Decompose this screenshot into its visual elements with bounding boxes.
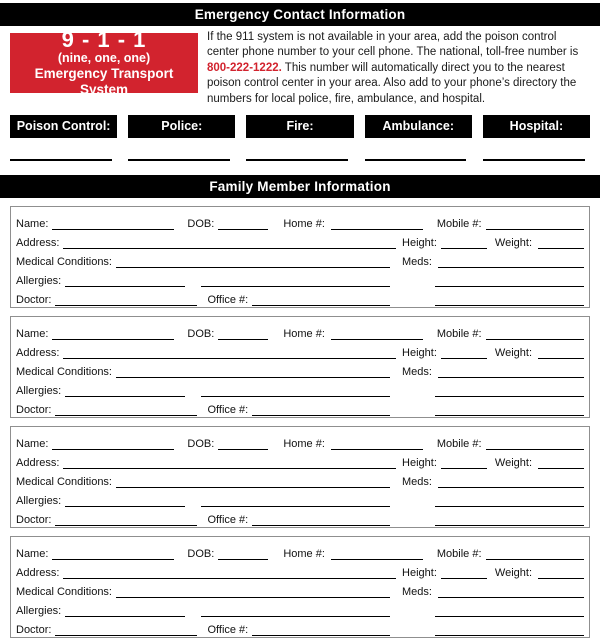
doctor-label: Doctor: [16, 294, 52, 307]
family-member-header: Family Member Information [0, 175, 600, 198]
mobile-phone-label: Mobile #: [436, 438, 482, 451]
meds-input-line[interactable] [438, 368, 584, 378]
allergies-label: Allergies: [16, 275, 62, 288]
office-phone-input-line[interactable] [252, 406, 390, 416]
medical-conditions-input-line[interactable] [116, 258, 390, 268]
allergies-input-line[interactable] [65, 277, 185, 287]
office-phone-label: Office #: [207, 514, 249, 527]
emergency-contacts-row [10, 115, 590, 138]
allergies-label: Allergies: [16, 385, 62, 398]
allergies-continuation-line[interactable] [201, 607, 390, 617]
doctor-label: Doctor: [16, 404, 52, 417]
instructions-text-before: If the 911 system is not available in your area, add the poison control center phone number to your cell phone. The national, toll-free number is [207, 31, 579, 59]
weight-label: Weight: [494, 457, 532, 470]
height-input-line[interactable] [441, 349, 487, 359]
instructions-text-after: This number will automatically direct you to the nearest poison control center in your area. Also add to your phone’s directory the numbers for local police, fire, ambulance, and hospital. [207, 61, 577, 105]
doctor-input-line[interactable] [55, 626, 197, 636]
address-input-line[interactable] [63, 459, 396, 469]
poison-control-phone-number: 800-222-1222. [207, 61, 282, 74]
meds-label: Meds: [402, 256, 432, 269]
weight-input-line[interactable] [538, 569, 584, 579]
mobile-phone-input-line[interactable] [486, 330, 584, 340]
mobile-phone-input-line[interactable] [486, 550, 584, 560]
medical-conditions-label: Medical Conditions: [16, 586, 112, 599]
allergies-continuation-line[interactable] [201, 497, 390, 507]
family-member-box [10, 206, 590, 308]
family-member-box [10, 316, 590, 418]
office-phone-label: Office #: [207, 294, 249, 307]
fire-number-line[interactable] [246, 159, 348, 161]
medical-conditions-input-line[interactable] [116, 588, 390, 598]
meds-input-line[interactable] [438, 478, 584, 488]
meds-label: Meds: [402, 476, 432, 489]
address-input-line[interactable] [63, 239, 396, 249]
emergency-number-pronunciation: (nine, one, one) [57, 51, 151, 65]
emergency-transport-label: Emergency Transport System [34, 66, 174, 97]
address-input-line[interactable] [63, 569, 396, 579]
dob-input-line[interactable] [218, 550, 268, 560]
height-input-line[interactable] [441, 569, 487, 579]
medical-conditions-input-line[interactable] [116, 478, 390, 488]
meds-continuation-line-2[interactable] [435, 516, 584, 526]
address-input-line[interactable] [63, 349, 396, 359]
dob-label: DOB: [187, 218, 215, 231]
emergency-911-box [10, 27, 198, 97]
meds-label: Meds: [402, 366, 432, 379]
address-label: Address: [16, 237, 60, 250]
home-phone-input-line[interactable] [331, 220, 423, 230]
medical-conditions-label: Medical Conditions: [16, 256, 112, 269]
name-label: Name: [16, 218, 49, 231]
allergies-input-line[interactable] [65, 607, 185, 617]
medical-conditions-input-line[interactable] [116, 368, 390, 378]
allergies-label: Allergies: [16, 605, 62, 618]
home-phone-label: Home #: [283, 438, 325, 451]
height-label: Height: [402, 347, 437, 360]
name-input-line[interactable] [52, 220, 174, 230]
home-phone-label: Home #: [283, 548, 325, 561]
weight-input-line[interactable] [538, 239, 584, 249]
meds-input-line[interactable] [438, 258, 584, 268]
office-phone-input-line[interactable] [252, 626, 390, 636]
dob-label: DOB: [187, 548, 215, 561]
contact-label-ambulance: Ambulance: [365, 115, 472, 138]
family-member-boxes [0, 206, 600, 638]
mobile-phone-label: Mobile #: [436, 218, 482, 231]
allergies-continuation-line[interactable] [201, 387, 390, 397]
office-phone-label: Office #: [207, 404, 249, 417]
police-number-line[interactable] [128, 159, 230, 161]
intro-section [10, 27, 590, 107]
mobile-phone-label: Mobile #: [436, 328, 482, 341]
poison-control-number-line[interactable] [10, 159, 112, 161]
emergency-contacts-write-in-row [10, 159, 590, 161]
doctor-input-line[interactable] [55, 296, 197, 306]
height-label: Height: [402, 457, 437, 470]
home-phone-label: Home #: [283, 328, 325, 341]
name-label: Name: [16, 548, 49, 561]
height-label: Height: [402, 567, 437, 580]
office-phone-label: Office #: [207, 624, 249, 637]
contact-label-poison-control: Poison Control: [10, 115, 117, 138]
height-label: Height: [402, 237, 437, 250]
doctor-input-line[interactable] [55, 516, 197, 526]
weight-input-line[interactable] [538, 459, 584, 469]
doctor-input-line[interactable] [55, 406, 197, 416]
emergency-number: 9 - 1 - 1 [61, 27, 147, 52]
meds-continuation-line[interactable] [435, 607, 584, 617]
meds-continuation-line-2[interactable] [435, 406, 584, 416]
family-member-box [10, 426, 590, 528]
hospital-number-line[interactable] [483, 159, 585, 161]
home-phone-input-line[interactable] [331, 440, 423, 450]
height-input-line[interactable] [441, 459, 487, 469]
name-input-line[interactable] [52, 330, 174, 340]
address-label: Address: [16, 457, 60, 470]
meds-continuation-line[interactable] [435, 277, 584, 287]
dob-input-line[interactable] [218, 220, 268, 230]
contact-label-police: Police: [128, 115, 235, 138]
meds-continuation-line-2[interactable] [435, 296, 584, 306]
dob-label: DOB: [187, 438, 215, 451]
dob-label: DOB: [187, 328, 215, 341]
contact-label-hospital: Hospital: [483, 115, 590, 138]
meds-input-line[interactable] [438, 588, 584, 598]
mobile-phone-label: Mobile #: [436, 548, 482, 561]
dob-input-line[interactable] [218, 330, 268, 340]
weight-label: Weight: [494, 347, 532, 360]
home-phone-input-line[interactable] [331, 330, 423, 340]
dob-input-line[interactable] [218, 440, 268, 450]
mobile-phone-input-line[interactable] [486, 220, 584, 230]
poison-control-instructions [207, 30, 590, 107]
home-phone-label: Home #: [283, 218, 325, 231]
meds-label: Meds: [402, 586, 432, 599]
allergies-label: Allergies: [16, 495, 62, 508]
name-label: Name: [16, 438, 49, 451]
weight-input-line[interactable] [538, 349, 584, 359]
weight-label: Weight: [494, 567, 532, 580]
medical-conditions-label: Medical Conditions: [16, 366, 112, 379]
meds-continuation-line[interactable] [435, 497, 584, 507]
ambulance-number-line[interactable] [365, 159, 467, 161]
name-label: Name: [16, 328, 49, 341]
medical-conditions-label: Medical Conditions: [16, 476, 112, 489]
weight-label: Weight: [494, 237, 532, 250]
office-phone-input-line[interactable] [252, 516, 390, 526]
mobile-phone-input-line[interactable] [486, 440, 584, 450]
address-label: Address: [16, 347, 60, 360]
meds-continuation-line-2[interactable] [435, 626, 584, 636]
doctor-label: Doctor: [16, 624, 52, 637]
emergency-contact-header: Emergency Contact Information [0, 3, 600, 26]
allergies-input-line[interactable] [65, 387, 185, 397]
contact-label-fire: Fire: [246, 115, 353, 138]
meds-continuation-line[interactable] [435, 387, 584, 397]
home-phone-input-line[interactable] [331, 550, 423, 560]
address-label: Address: [16, 567, 60, 580]
office-phone-input-line[interactable] [252, 296, 390, 306]
allergies-continuation-line[interactable] [201, 277, 390, 287]
doctor-label: Doctor: [16, 514, 52, 527]
allergies-input-line[interactable] [65, 497, 185, 507]
name-input-line[interactable] [52, 440, 174, 450]
name-input-line[interactable] [52, 550, 174, 560]
height-input-line[interactable] [441, 239, 487, 249]
